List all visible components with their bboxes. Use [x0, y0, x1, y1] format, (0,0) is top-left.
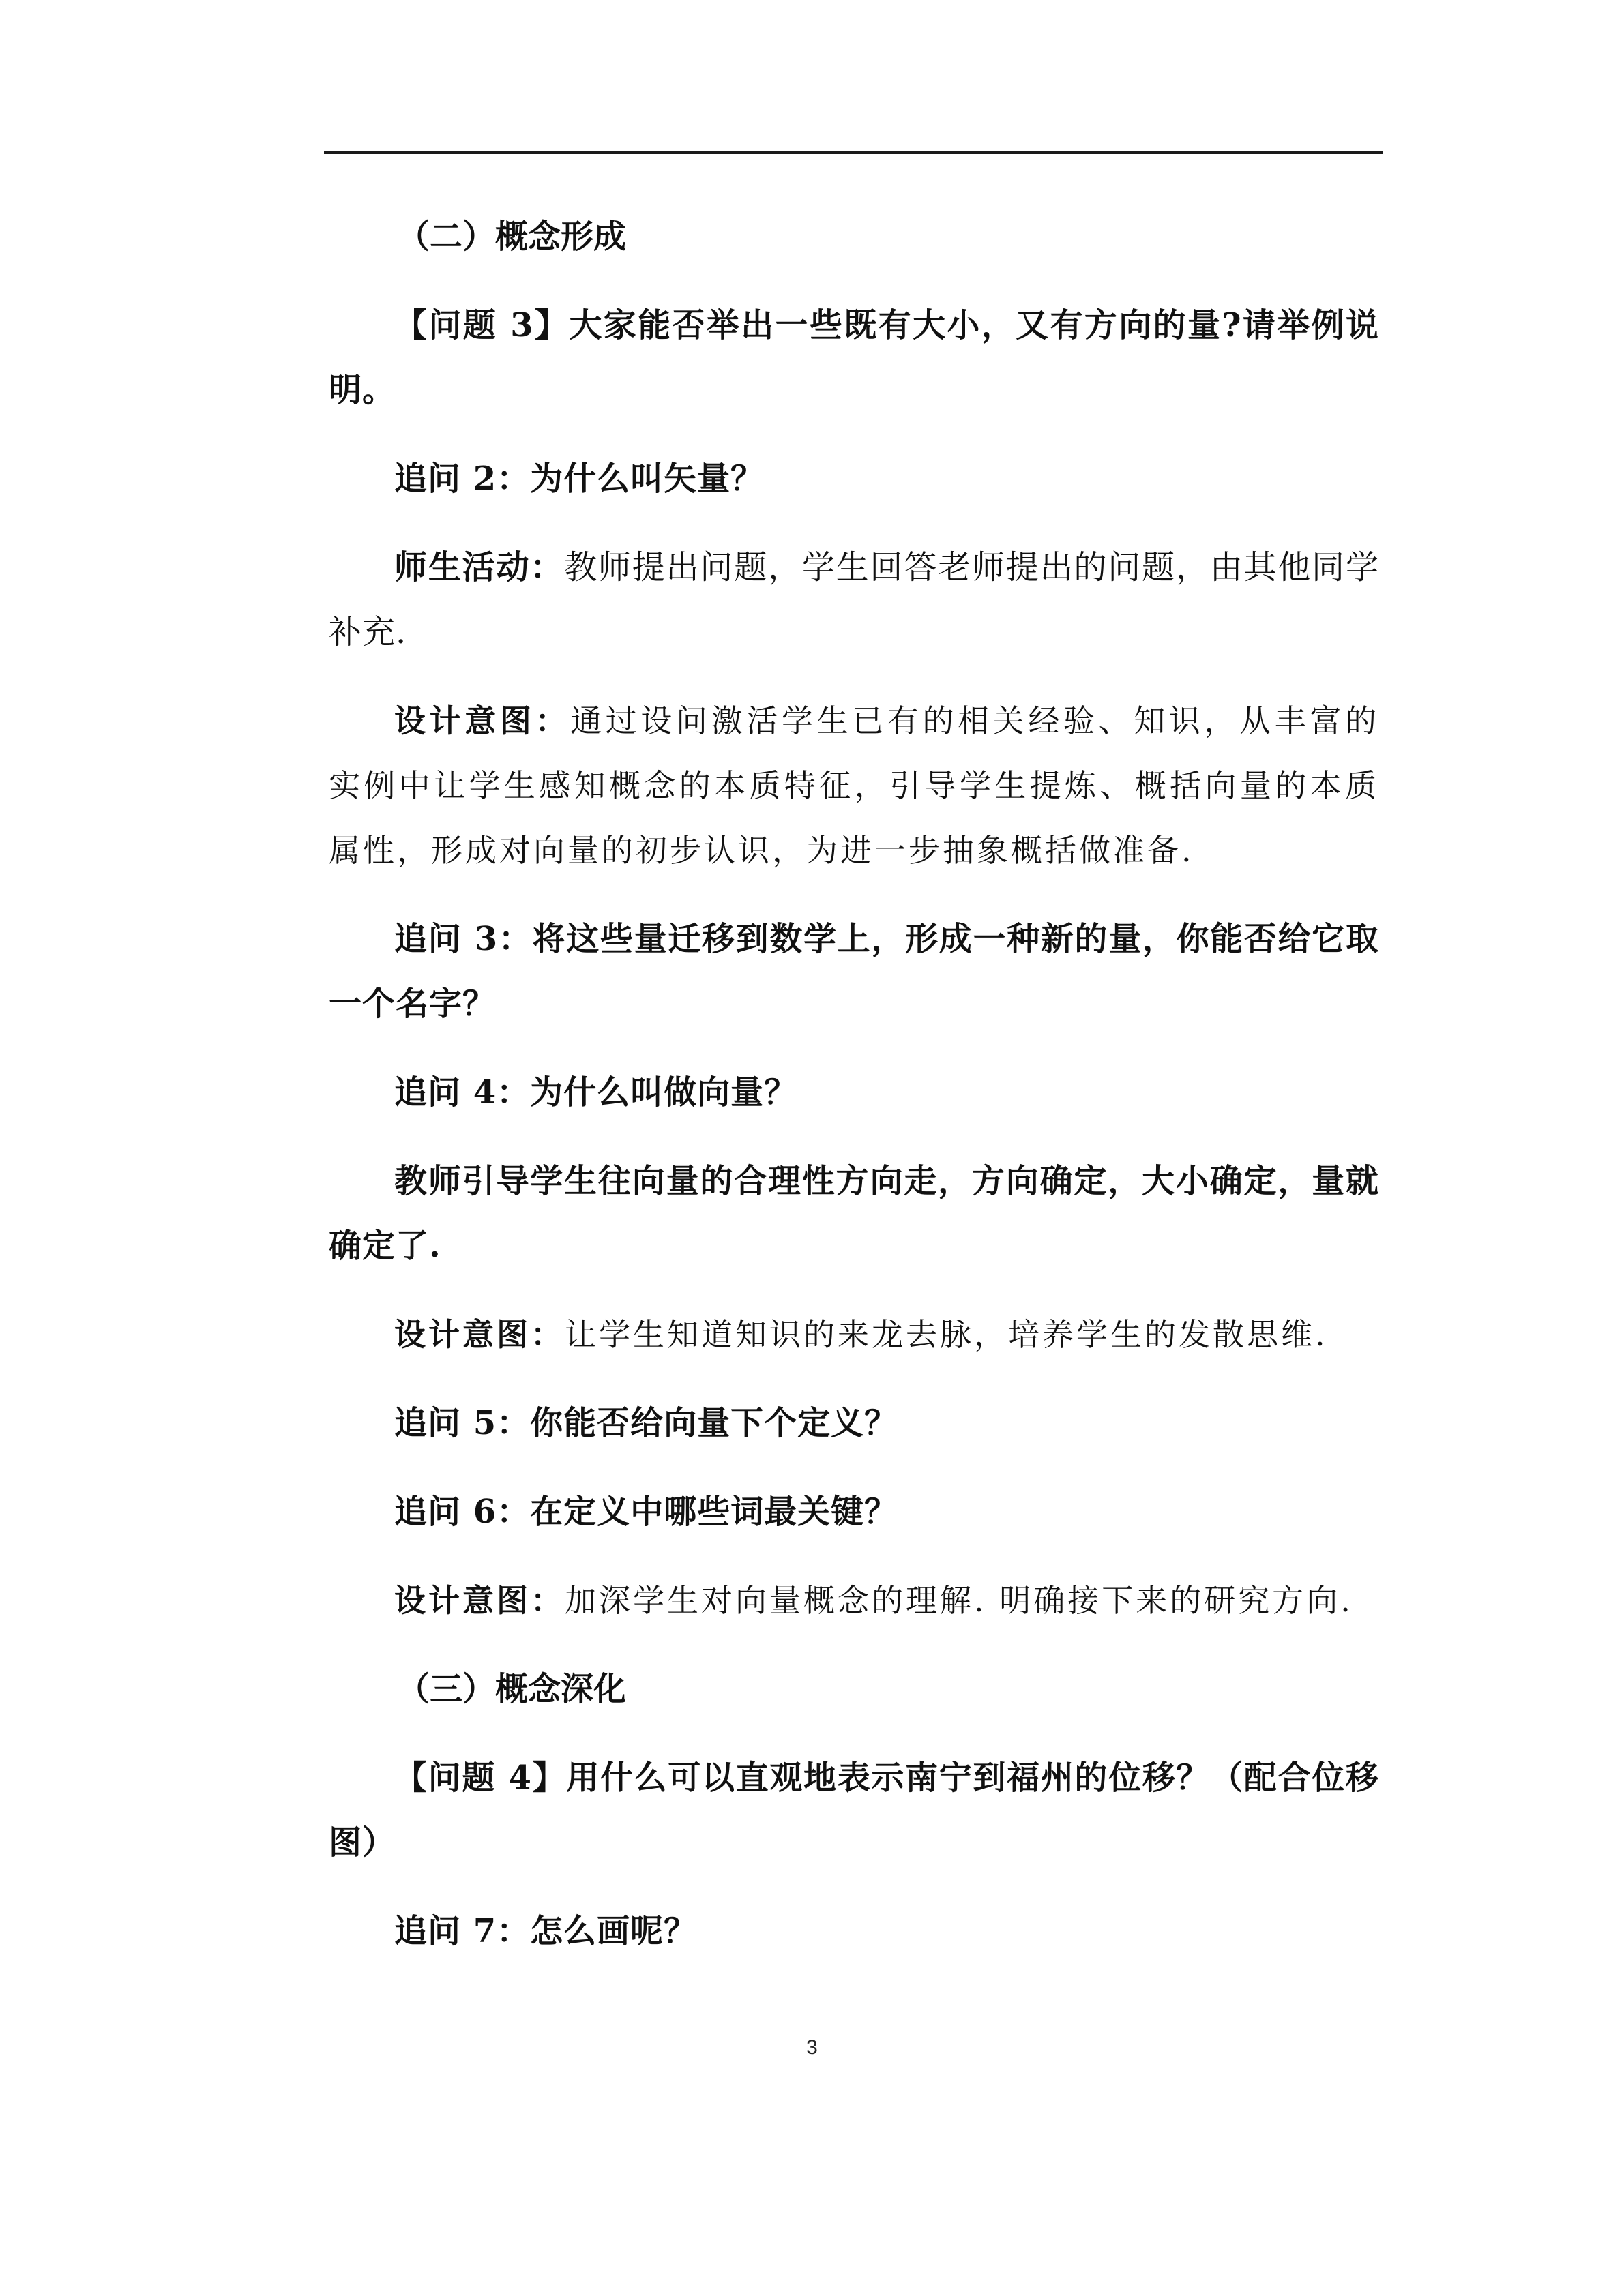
- activity-text: 教师提出问题，学生回答老师提出的问题，由其他同学补充.: [329, 548, 1379, 651]
- question-4-text: 用什么可以直观地表示南宁到福州的位移？（配合位移图）: [329, 1759, 1379, 1862]
- design-intent-2-label: 设计意图：: [394, 1316, 565, 1353]
- question-4-label: 【问题 4】: [394, 1759, 567, 1797]
- follow-up-question-2: 追问 2：为什么叫矢量？: [394, 460, 765, 498]
- activity-label: 师生活动：: [394, 548, 565, 586]
- page-body: [329, 205, 1379, 1988]
- design-intent-3: [329, 1568, 1379, 1633]
- design-intent-3-text: 加深学生对向量概念的理解. 明确接下来的研究方向.: [565, 1582, 1353, 1619]
- design-intent-2-text: 让学生知道知识的来龙去脉，培养学生的发散思维.: [565, 1316, 1328, 1353]
- follow-up-question-4: 追问 4：为什么叫做向量？: [394, 1073, 798, 1112]
- design-intent-1-label: 设计意图：: [394, 702, 571, 739]
- design-intent-2: [329, 1302, 1379, 1367]
- teacher-guidance: 教师引导学生往向量的合理性方向走，方向确定，大小确定，量就确定了.: [329, 1162, 1379, 1265]
- question-3-text: 大家能否举出一些既有大小，又有方向的量?请举例说明。: [329, 306, 1379, 409]
- teacher-student-activity: [329, 535, 1379, 665]
- design-intent-1: [329, 689, 1379, 883]
- follow-up-question-7: 追问 7：怎么画呢？: [394, 1912, 698, 1950]
- header-rule: [324, 151, 1383, 154]
- follow-up-question-3: 追问 3：将这些量迁移到数学上，形成一种新的量，你能否给它取一个名字？: [329, 920, 1379, 1023]
- question-3-label: 【问题 3】: [394, 306, 570, 344]
- design-intent-1-text: 通过设问激活学生已有的相关经验、知识，从丰富的实例中让学生感知概念的本质特征，引导学生提炼、概括向量的本质属性，形成对向量的初步认识，为进一步抽象概括做准备.: [329, 702, 1380, 869]
- section-heading-concept-formation: （二）概念形成: [397, 218, 627, 256]
- design-intent-3-label: 设计意图：: [394, 1582, 565, 1619]
- question-4: [329, 1746, 1379, 1875]
- question-3: [329, 293, 1379, 423]
- follow-up-question-6: 追问 6：在定义中哪些词最关键？: [394, 1493, 898, 1531]
- section-heading-concept-deepening: （三）概念深化: [397, 1670, 627, 1708]
- page-number: 3: [806, 2036, 818, 2059]
- follow-up-question-5: 追问 5：你能否给向量下个定义？: [394, 1404, 898, 1442]
